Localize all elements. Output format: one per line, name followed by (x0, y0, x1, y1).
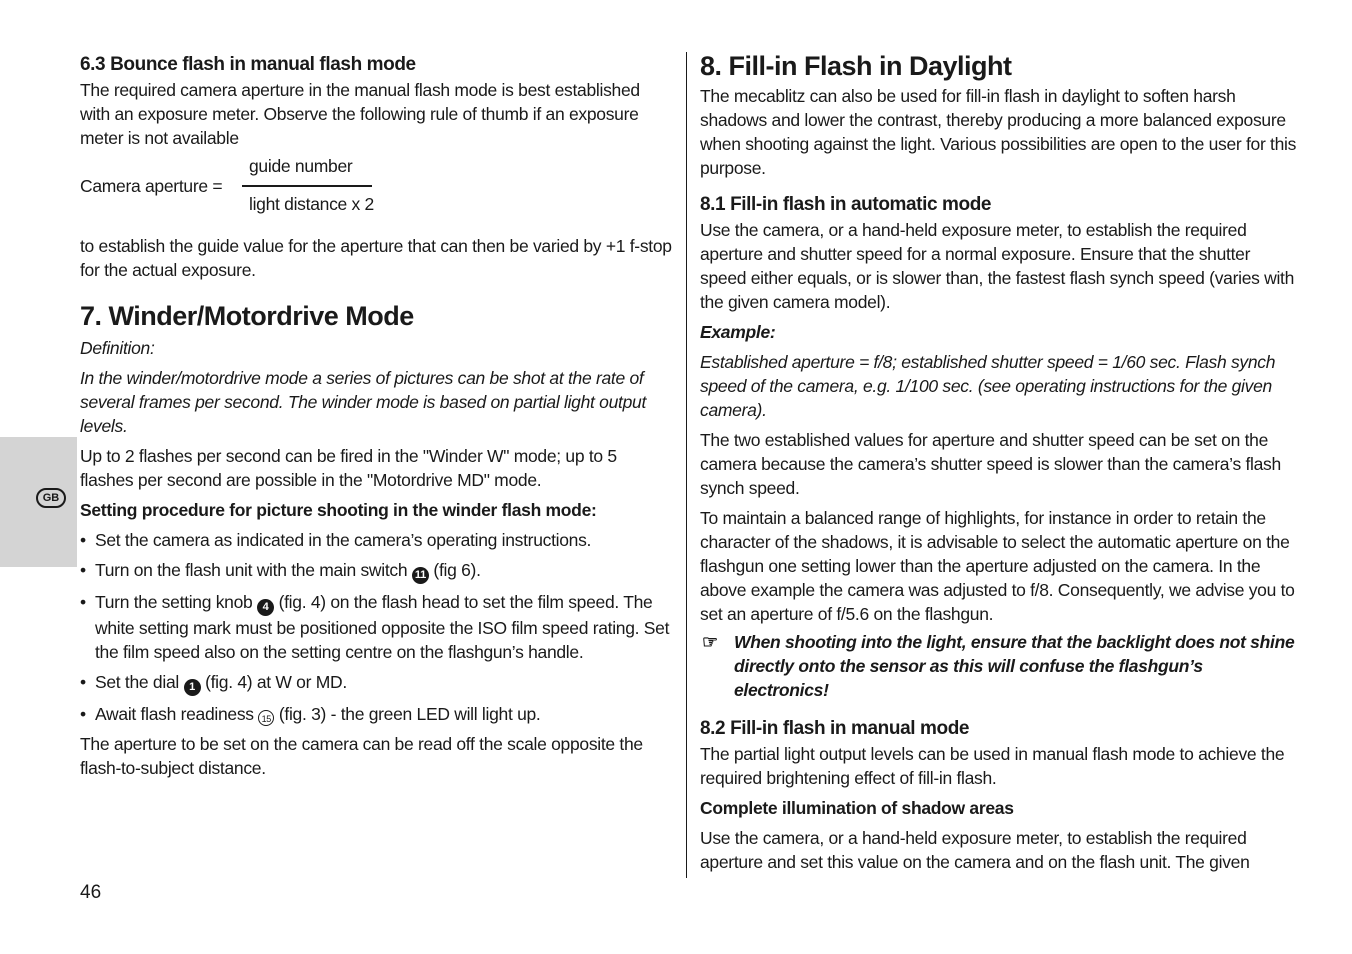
column-divider (686, 52, 687, 878)
reference-number-11: 11 (412, 567, 429, 584)
left-column (80, 48, 672, 780)
section-8-2-heading: 8.2 Fill-in flash in manual mode (700, 718, 970, 739)
section-8-1-heading: 8.1 Fill-in flash in automatic mode (700, 194, 992, 215)
page-number: 46 (80, 882, 102, 903)
aperture-formula (80, 150, 672, 228)
procedure-item: • Set the camera as indicated in the camera’s operating instructions. (80, 528, 672, 552)
reference-number-15: 15 (258, 710, 274, 726)
procedure-heading: Setting procedure for picture shooting in the winder flash mode: (80, 500, 597, 520)
pointing-hand-icon: ☞ (702, 632, 718, 652)
formula-denominator: light distance x 2 (249, 194, 374, 214)
procedure-item: • Set the dial 1 (fig. 4) at W or MD. (80, 670, 672, 696)
section-6-3-after-formula: to establish the guide value for the aperture that can then be varied by +1 f-stop for the actual exposure. (80, 236, 672, 280)
section-6-3-body: The required camera aperture in the manual flash mode is best established with an exposure meter. Observe the following rule of thumb if an exposure meter is not available (80, 80, 640, 148)
flashes-per-second-text: Up to 2 flashes per second can be fired in the "Winder W" mode; up to 5 flashes per second are possible in the "Motordrive MD" mode. (80, 446, 617, 490)
formula-fraction-bar (242, 185, 372, 187)
established-values-text: The two established values for aperture and shutter speed can be set on the camera because the camera’s shutter speed is slower than the camera’s flash synch speed. (700, 430, 1281, 498)
procedure-item: • Await flash readiness 15 (fig. 3) - the green LED will light up. (80, 702, 672, 726)
reference-number-1: 1 (184, 679, 201, 696)
closing-text: The aperture to be set on the camera can be read off the scale opposite the flash-to-subject distance. (80, 734, 643, 778)
example-text: Established aperture = f/8; established shutter speed = 1/60 sec. Flash synch speed of the camera, e.g. 1/100 sec. (see operating instructions for the given camera). (700, 352, 1276, 420)
definition-text: In the winder/motordrive mode a series of pictures can be shot at the rate of several frames per second. The winder mode is based on partial light output levels. (80, 368, 647, 436)
procedure-list (80, 528, 672, 726)
shadow-areas-heading: Complete illumination of shadow areas (700, 798, 1014, 818)
language-badge: GB (36, 488, 66, 508)
shadow-areas-body: Use the camera, or a hand-held exposure meter, to establish the required aperture and set this value on the camera and on the flash unit. The given (700, 828, 1250, 872)
section-8-2-body: The partial light output levels can be used in manual flash mode to achieve the required brightening effect of fill-in flash. (700, 744, 1285, 788)
balanced-highlights-text: To maintain a balanced range of highlights, for instance in order to retain the character of the shadows, it is advisable to select the automatic aperture on the flashgun one setting lower than the aperture adjusted on the camera. In the above example the camera was adjusted to f/8. Consequently, we advise you to set an aperture of f/5.6 on the flashgun. (700, 508, 1295, 624)
definition-label: Definition: (80, 338, 155, 358)
example-label: Example: (700, 322, 776, 342)
section-8-heading: 8. Fill-in Flash in Daylight (700, 51, 1012, 81)
section-8-1-body: Use the camera, or a hand-held exposure meter, to establish the required aperture and shutter speed for a normal exposure. Ensure that the shutter speed either equals, or is slower than, the fastest flash synch speed (varies with the given camera model). (700, 220, 1295, 312)
backlight-note-text: When shooting into the light, ensure that the backlight does not shine directly onto the sensor as this will confuse the flashgun’s electronics! (734, 632, 1295, 700)
section-7-heading: 7. Winder/Motordrive Mode (80, 301, 414, 331)
formula-lhs: Camera aperture = (80, 176, 223, 196)
right-column (700, 48, 1300, 874)
backlight-note (700, 630, 1300, 702)
procedure-item: • Turn the setting knob 4 (fig. 4) on the flash head to set the film speed. The white setting mark must be positioned opposite the ISO film speed rating. Set the film speed also on the setting centre on the flashgun’s handle. (80, 590, 672, 664)
formula-numerator: guide number (249, 156, 353, 176)
reference-number-4: 4 (257, 599, 274, 616)
section-6-3-heading: 6.3 Bounce flash in manual flash mode (80, 54, 416, 75)
section-8-body: The mecablitz can also be used for fill-in flash in daylight to soften harsh shadows and lower the contrast, thereby producing a more balanced exposure when shooting against the light. Various possibilities are open to the user for this purpose. (700, 86, 1297, 178)
procedure-item: • Turn on the flash unit with the main switch 11 (fig 6). (80, 558, 672, 584)
